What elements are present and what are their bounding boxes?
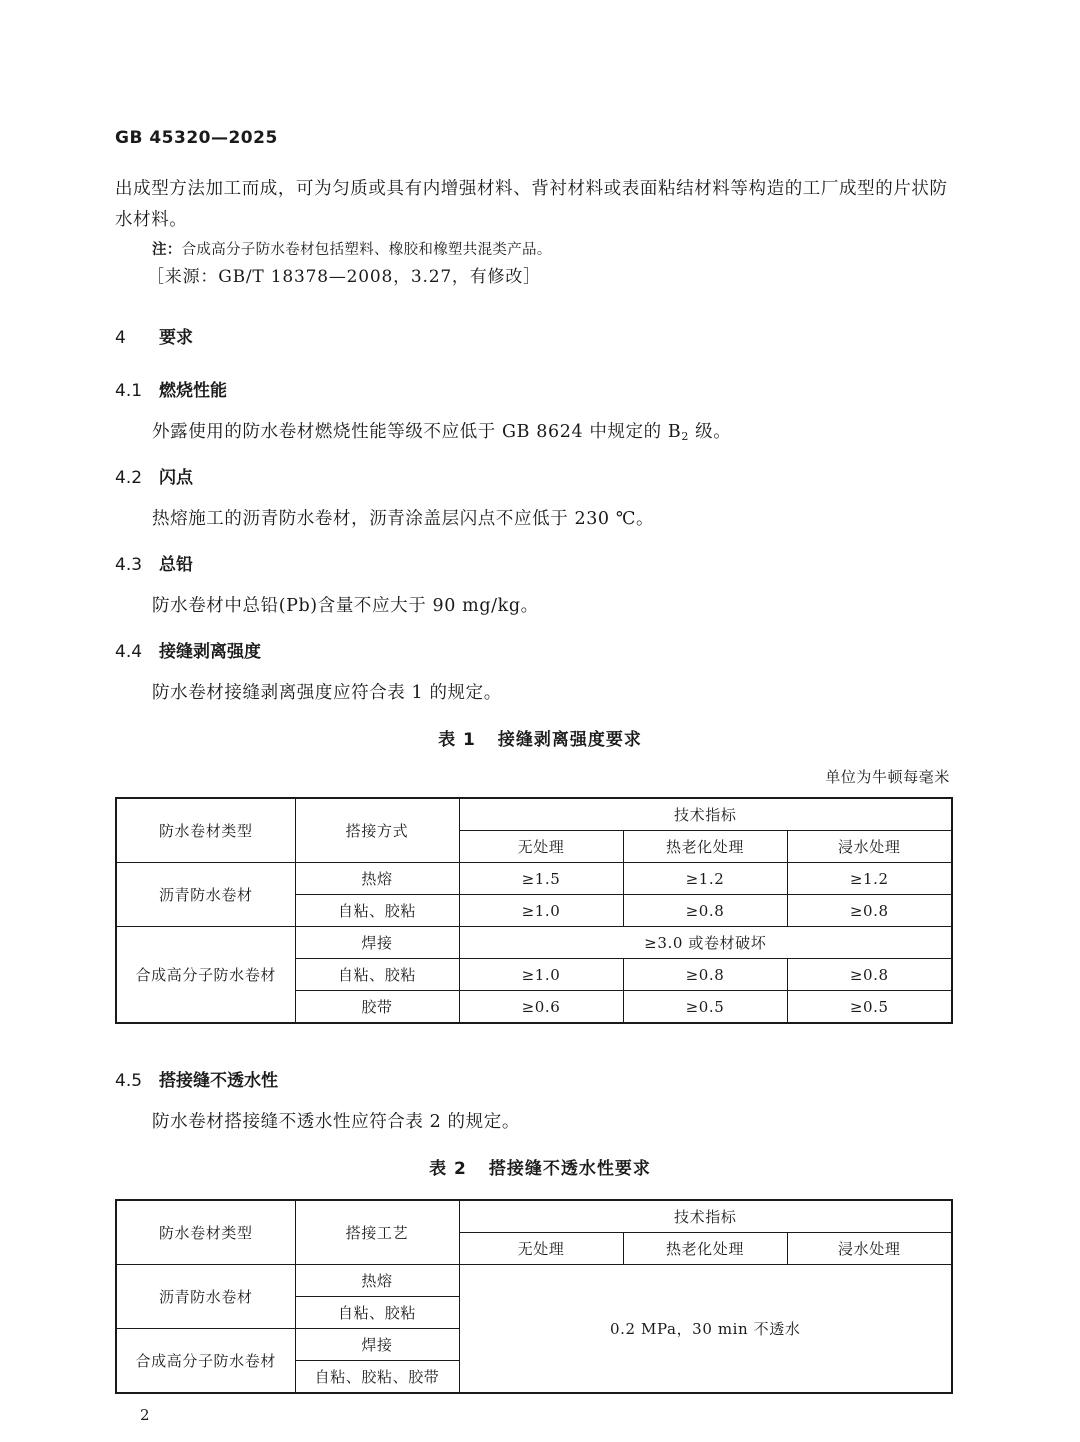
caption-title: 搭接缝不透水性要求 xyxy=(488,1159,651,1179)
section-heading-4-4 xyxy=(115,637,261,662)
subheader-cell: 无处理 xyxy=(459,1233,623,1265)
value-cell: ≥0.8 xyxy=(623,895,787,927)
section-4-1-text xyxy=(152,418,731,443)
header-method: 搭接工艺 xyxy=(295,1200,459,1265)
value-cell: ≥1.0 xyxy=(459,895,623,927)
section-number: 4.5 xyxy=(115,1071,143,1091)
section-title: 总铅 xyxy=(159,555,193,575)
definition-source: ［来源：GB/T 18378—2008，3.27，有修改］ xyxy=(147,267,541,287)
merged-value-cell: 0.2 MPa，30 min 不透水 xyxy=(459,1265,952,1394)
definition-continuation: 出成型方法加工而成，可为匀质或具有内增强材料、背衬材料或表面粘结材料等构造的工厂成型的片状防水材料。 xyxy=(115,179,948,230)
section-title: 闪点 xyxy=(159,468,193,488)
value-cell: ≥0.8 xyxy=(787,959,952,991)
table-2 xyxy=(115,1199,953,1394)
type-cell: 合成高分子防水卷材 xyxy=(116,927,295,1024)
merged-value-cell: ≥3.0 或卷材破坏 xyxy=(459,927,952,959)
value-cell: ≥0.8 xyxy=(623,959,787,991)
definition-note xyxy=(152,238,552,259)
section-4-5-text: 防水卷材搭接缝不透水性应符合表 2 的规定。 xyxy=(152,1112,520,1132)
section-title: 搭接缝不透水性 xyxy=(159,1071,278,1091)
value-cell: ≥0.5 xyxy=(787,991,952,1024)
method-cell: 自粘、胶粘 xyxy=(295,1297,459,1329)
section-number: 4 xyxy=(115,328,126,348)
method-cell: 热熔 xyxy=(295,1265,459,1297)
section-title: 要求 xyxy=(159,328,193,348)
table-1 xyxy=(115,797,953,1024)
header-type: 防水卷材类型 xyxy=(116,798,295,863)
method-cell: 胶带 xyxy=(295,991,459,1024)
subheader-cell: 浸水处理 xyxy=(787,831,952,863)
subheader-cell: 热老化处理 xyxy=(623,831,787,863)
section-heading-4-1 xyxy=(115,376,227,401)
table-row xyxy=(116,1265,952,1297)
method-cell: 焊接 xyxy=(295,927,459,959)
method-cell: 自粘、胶粘 xyxy=(295,895,459,927)
section-4-4-text: 防水卷材接缝剥离强度应符合表 1 的规定。 xyxy=(152,683,502,703)
section-heading-4-2 xyxy=(115,463,193,488)
value-cell: ≥0.8 xyxy=(787,895,952,927)
method-cell: 自粘、胶粘 xyxy=(295,959,459,991)
header-method: 搭接方式 xyxy=(295,798,459,863)
section-number: 4.2 xyxy=(115,468,143,488)
section-heading-4-3 xyxy=(115,550,193,575)
caption-number: 表 1 xyxy=(438,730,476,750)
value-cell: ≥0.6 xyxy=(459,991,623,1024)
table-row xyxy=(116,927,952,959)
section-4-2-text: 热熔施工的沥青防水卷材，沥青涂盖层闪点不应低于 230 ℃。 xyxy=(152,509,655,529)
note-label: 注： xyxy=(152,242,182,258)
page-number: 2 xyxy=(140,1406,150,1424)
section-title: 燃烧性能 xyxy=(159,381,227,401)
section-title: 接缝剥离强度 xyxy=(159,642,261,662)
standard-number: GB 45320—2025 xyxy=(115,128,278,148)
section-4-3-text: 防水卷材中总铅(Pb)含量不应大于 90 mg/kg。 xyxy=(152,596,539,616)
header-tech: 技术指标 xyxy=(459,798,952,831)
subheader-cell: 浸水处理 xyxy=(787,1233,952,1265)
header-tech: 技术指标 xyxy=(459,1200,952,1233)
table-header-row xyxy=(116,798,952,831)
type-cell: 合成高分子防水卷材 xyxy=(116,1329,295,1394)
type-cell: 沥青防水卷材 xyxy=(116,863,295,927)
header-type: 防水卷材类型 xyxy=(116,1200,295,1265)
table-header-row xyxy=(116,1200,952,1233)
value-cell: ≥1.2 xyxy=(787,863,952,895)
section-heading-4-5 xyxy=(115,1066,278,1091)
method-cell: 热熔 xyxy=(295,863,459,895)
caption-number: 表 2 xyxy=(429,1159,467,1179)
caption-title: 接缝剥离强度要求 xyxy=(497,730,642,750)
table-1-caption xyxy=(0,725,1080,750)
type-cell: 沥青防水卷材 xyxy=(116,1265,295,1329)
subscript: 2 xyxy=(681,430,689,443)
table-1-unit: 单位为牛顿每毫米 xyxy=(825,768,950,786)
value-cell: ≥1.0 xyxy=(459,959,623,991)
table-2-caption xyxy=(0,1154,1080,1179)
value-cell: ≥0.5 xyxy=(623,991,787,1024)
text-before: 外露使用的防水卷材燃烧性能等级不应低于 GB 8624 中规定的 B xyxy=(152,422,682,442)
method-cell: 焊接 xyxy=(295,1329,459,1361)
subheader-cell: 无处理 xyxy=(459,831,623,863)
subheader-cell: 热老化处理 xyxy=(623,1233,787,1265)
section-number: 4.4 xyxy=(115,642,143,662)
value-cell: ≥1.5 xyxy=(459,863,623,895)
table-row xyxy=(116,863,952,895)
section-number: 4.1 xyxy=(115,381,143,401)
section-number: 4.3 xyxy=(115,555,143,575)
section-heading-4 xyxy=(115,323,193,348)
note-text: 合成高分子防水卷材包括塑料、橡胶和橡塑共混类产品。 xyxy=(181,242,552,258)
text-after: 级。 xyxy=(689,422,732,442)
method-cell: 自粘、胶粘、胶带 xyxy=(295,1361,459,1394)
value-cell: ≥1.2 xyxy=(623,863,787,895)
